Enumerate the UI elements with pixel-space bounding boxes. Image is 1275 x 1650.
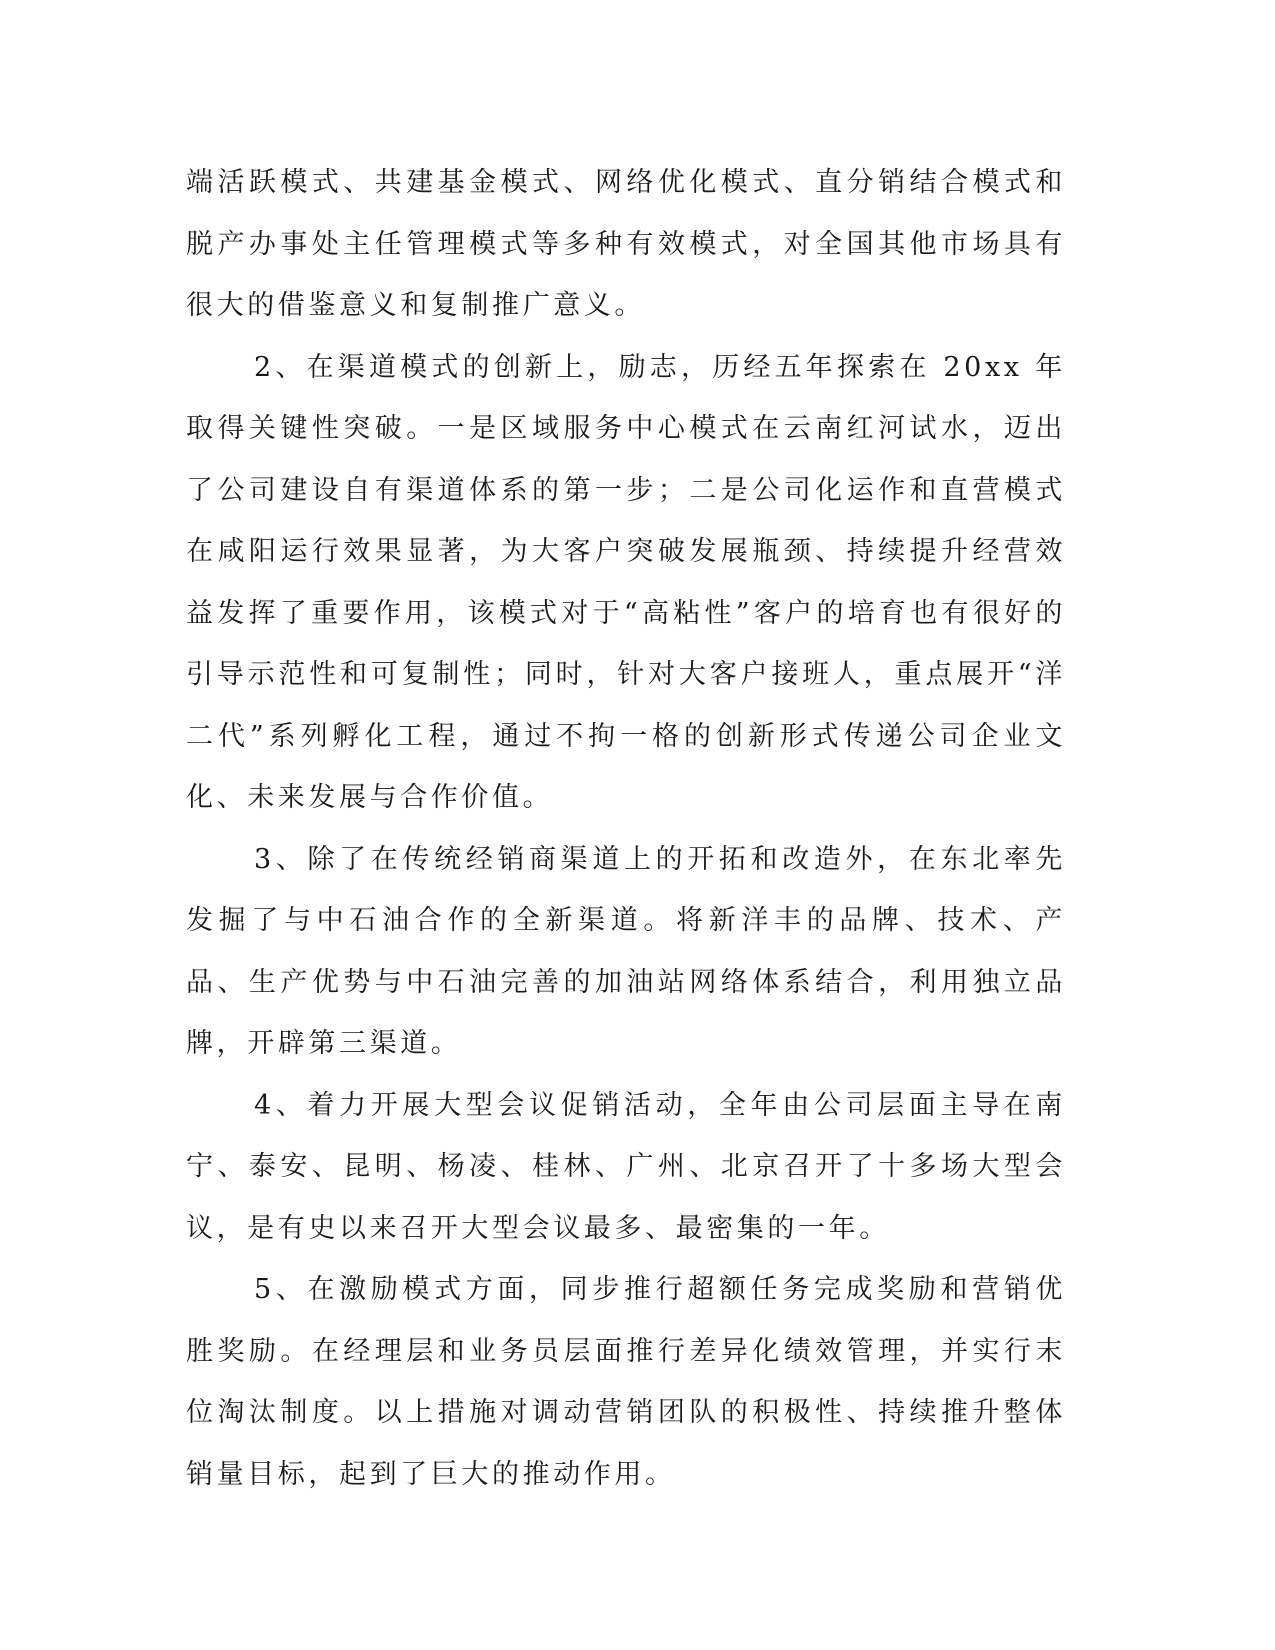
paragraph-continuation: 端活跃模式、共建基金模式、网络优化模式、直分销结合模式和脱产办事处主任管理模式等多种有效模式，对全国其他市场具有很大的借鉴意义和复制推广意义。 [186, 167, 1066, 321]
paragraph-item-3-new-channel: 3、除了在传统经销商渠道上的开拓和改造外，在东北率先发掘了与中石油合作的全新渠道。将新洋丰的品牌、技术、产品、生产优势与中石油完善的加油站网络体系结合，利用独立品牌，开辟第三渠道。 [186, 843, 1066, 1059]
paragraph-item-4-conferences: 4、着力开展大型会议促销活动，全年由公司层面主导在南宁、泰安、昆明、杨凌、桂林、广州、北京召开了十多场大型会议，是有史以来召开大型会议最多、最密集的一年。 [186, 1089, 1066, 1244]
paragraph-item-5-incentives: 5、在激励模式方面，同步推行超额任务完成奖励和营销优胜奖励。在经理层和业务员层面推行差异化绩效管理，并实行末位淘汰制度。以上措施对调动营销团队的积极性、持续推升整体销量目标，起到了巨大的推动作用。 [186, 1274, 1066, 1490]
document-body [186, 152, 1066, 1505]
paragraph-item-2-channel-innovation: 2、在渠道模式的创新上，励志，历经五年探索在 20xx 年取得关键性突破。一是区域服务中心模式在云南红河试水，迈出了公司建设自有渠道体系的第一步；二是公司化运作和直营模式在咸阳运行效果显著，为大客户突破发展瓶颈、持续提升经营效益发挥了重要作用，该模式对于“高粘性”客户的培育也有很好的引导示范性和可复制性；同时，针对大客户接班人，重点展开“洋二代”系列孵化工程，通过不拘一格的创新形式传递公司企业文化、未来发展与合作价值。 [186, 351, 1066, 813]
